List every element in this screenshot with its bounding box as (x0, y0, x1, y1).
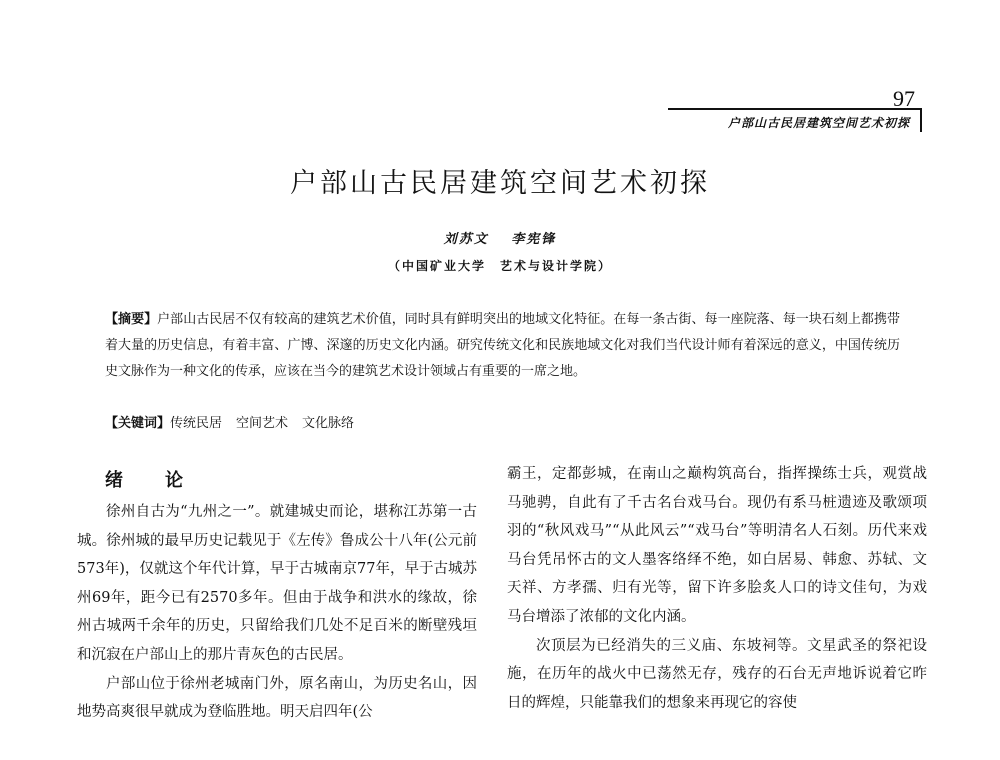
author-name: 李宪锋 (511, 232, 557, 247)
abstract-label: 【摘要】 (105, 312, 158, 327)
article-title: 户部山古民居建筑空间艺术初探 (290, 168, 710, 199)
keywords (105, 411, 900, 437)
body-paragraph: 次顶层为已经消失的三义庙、东坡祠等。文星武圣的祭祀设施，在历年的战火中已荡然无存，残存的石台无声地诉说着它昨日的辉煌，只能靠我们的想象来再现它的容使 (507, 637, 927, 711)
body-paragraph: 霸王，定都彭城，在南山之巅构筑高台，指挥操练士兵，观赏战马驰骋，自此有了千古名台戏马台。现仍有系马桩遗迹及歌颂项羽的“秋风戏马”“从此风云”“戏马台”等明清名人石刻。历代来戏马台凭吊怀古的文人墨客络绎不绝，如白居易、韩愈、苏轼、文天祥、方孝孺、归有光等，留下许多脍炙人口的诗文佳句，为戏马台增添了浓郁的文化内涵。 (507, 466, 927, 625)
page-number: 97 (893, 86, 915, 111)
abstract (105, 307, 900, 385)
running-title: 户部山古民居建筑空间艺术初探 (727, 116, 910, 130)
keyword: 传统民居 (170, 416, 223, 431)
keyword: 空间艺术 (236, 416, 289, 431)
left-column (77, 498, 477, 727)
author-name: 刘苏文 (443, 232, 489, 247)
section-heading: 绪 论 (105, 470, 195, 491)
keyword: 文化脉络 (302, 416, 355, 431)
body-paragraph: 户部山位于徐州老城南门外，原名南山，为历史名山，因地势高爽很早就成为登临胜地。明天启四年(公 (77, 675, 477, 721)
affiliation: （中国矿业大学 艺术与设计学院） (387, 259, 612, 273)
keywords-label: 【关键词】 (105, 416, 171, 431)
authors (0, 228, 1000, 247)
body-paragraph: 徐州自古为“九州之一”。就建城史而论，堪称江苏第一古城。徐州城的最早历史记载见于《左传》鲁成公十八年(公元前573年)，仅就这个年代计算，早于古城南京77年，早于古城苏州69年，距今已有2570多年。但由于战争和洪水的缘故，徐州古城两千余年的历史，只留给我们几处不足百米的断壁残垣和沉寂在户部山上的那片青灰色的古民居。 (77, 504, 477, 663)
running-header (668, 108, 922, 132)
right-column (507, 460, 927, 717)
abstract-text: 户部山古民居不仅有较高的建筑艺术价值，同时具有鲜明突出的地域文化特征。在每一条古街、每一座院落、每一块石刻上都携带着大量的历史信息，有着丰富、广博、深邃的历史文化内涵。研究传统文化和民族地域文化对我们当代设计师有着深远的意义，中国传统历史文脉作为一种文化的传承，应该在当今的建筑艺术设计领域占有重要的一席之地。 (105, 312, 900, 379)
